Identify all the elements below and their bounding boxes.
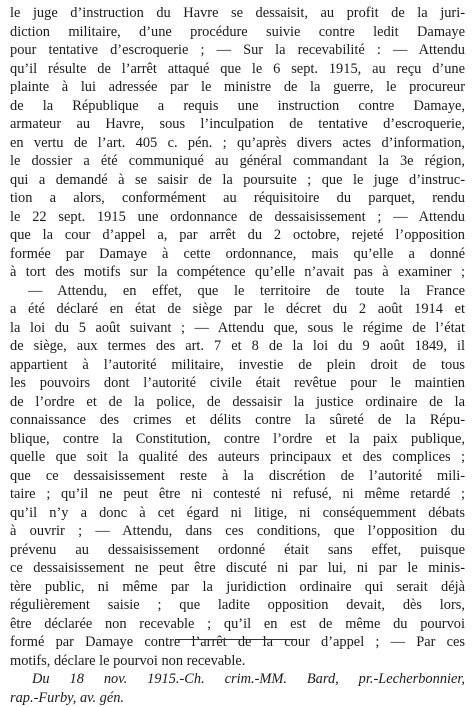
body-line: le juge d’instruction du Havre se dessaisit, au profit de la juri- [10,4,465,23]
body-line: diction militaire, d’une procédure suivie contre ledit Damaye [10,23,465,42]
body-line: être déclarée non recevable ; qu’il en est de même du pourvoi [10,615,465,634]
body-line: qu’il résulte de l’arrêt attaqué que le 6 sept. 1915, au reçu d’une [10,60,465,79]
body-line: connaissance des crimes et délits contre la sûreté de la Répu- [10,411,465,430]
body-line: qu’il n’y a donc à cet égard ni litige, ni conséquemment débats [10,504,465,523]
body-line: blique, contre la Constitution, contre l’ordre et la paix publique, [10,430,465,449]
separator-rule [175,639,297,640]
body-line: formé par Damaye contre l’arrêt de la cour d’appel ; — Par ces [10,633,465,652]
footer-line: rap.-Furby, av. gén. [10,689,465,707]
body-line: prévenu au dessaisissement ordonné était sans effet, puisque [10,541,465,560]
body-line: le 22 sept. 1915 une ordonnance de dessaisissement ; — Attendu [10,208,465,227]
body-line: armateur au Havre, sous l’inculpation de tentative d’escroquerie, [10,115,465,134]
body-line: à tort des motifs sur la compétence qu’elle n’avait pas à examiner ; [10,263,465,282]
body-line: tion a alors, conformément au réquisitoire du parquet, rendu [10,189,465,208]
body-line: régulièrement saisie ; que ladite opposition devait, dès lors, [10,596,465,615]
body-line: plainte à lui adressée par le ministre de la guerre, le procureur [10,78,465,97]
body-line: en vertu de l’art. 405 c. pén. ; qu’après divers actes d’information, [10,134,465,153]
footer-line: Du 18 nov. 1915.-Ch. crim.-MM. Bard, pr.-Lecherbonnier, [10,670,465,689]
body-line: motifs, déclare le pourvoi non recevable. [10,652,465,671]
body-line: que la cour d’appel a, par arrêt du 2 octobre, rejeté l’opposition [10,226,465,245]
body-line: qui a demandé à se saisir de la poursuite ; que le juge d’instruc- [10,171,465,190]
body-line: à ouvrir ; — Attendu, dans ces conditions, que l’opposition du [10,522,465,541]
body-line: de la République a requis une instruction contre Damaye, [10,97,465,116]
body-line: le dossier a été communiqué au général commandant la 3e région, [10,152,465,171]
body-line: tère public, ni même par la juridiction ordinaire qui serait déjà [10,578,465,597]
body-text [10,4,465,670]
body-line: formée par Damaye à cette ordonnance, mais qu’elle a donné [10,245,465,264]
body-line: taire ; qu’il ne peut être ni contesté ni refusé, ni même retardé ; [10,485,465,504]
body-line: que ce dessaisissement reste à la discrétion de l’autorité mili- [10,467,465,486]
body-line: de siège, aux termes des art. 7 et 8 de la loi du 9 août 1849, il [10,337,465,356]
body-line: ce dessaisissement ne peut être discuté ni par lui, ni par le minis- [10,559,465,578]
body-line: les pouvoirs dont l’autorité civile était revêtue pour le maintien [10,374,465,393]
decision-footer [10,670,465,707]
body-line: de l’ordre et de la police, de dessaisir la justice ordinaire de la [10,393,465,412]
document-page [10,4,465,707]
body-line: la loi du 5 août suivant ; — Attendu que, sous le régime de l’état [10,319,465,338]
body-line: a été déclaré en état de siège par le décret du 2 août 1914 et [10,300,465,319]
body-line: pour tentative d’escroquerie ; — Sur la recevabilité : — Attendu [10,41,465,60]
body-line: quelle que soit la qualité des auteurs principaux et des complices ; [10,448,465,467]
body-line: appartient à l’autorité militaire, investie de plein droit de tous [10,356,465,375]
body-line: — Attendu, en effet, que le territoire de toute la France [10,282,465,301]
